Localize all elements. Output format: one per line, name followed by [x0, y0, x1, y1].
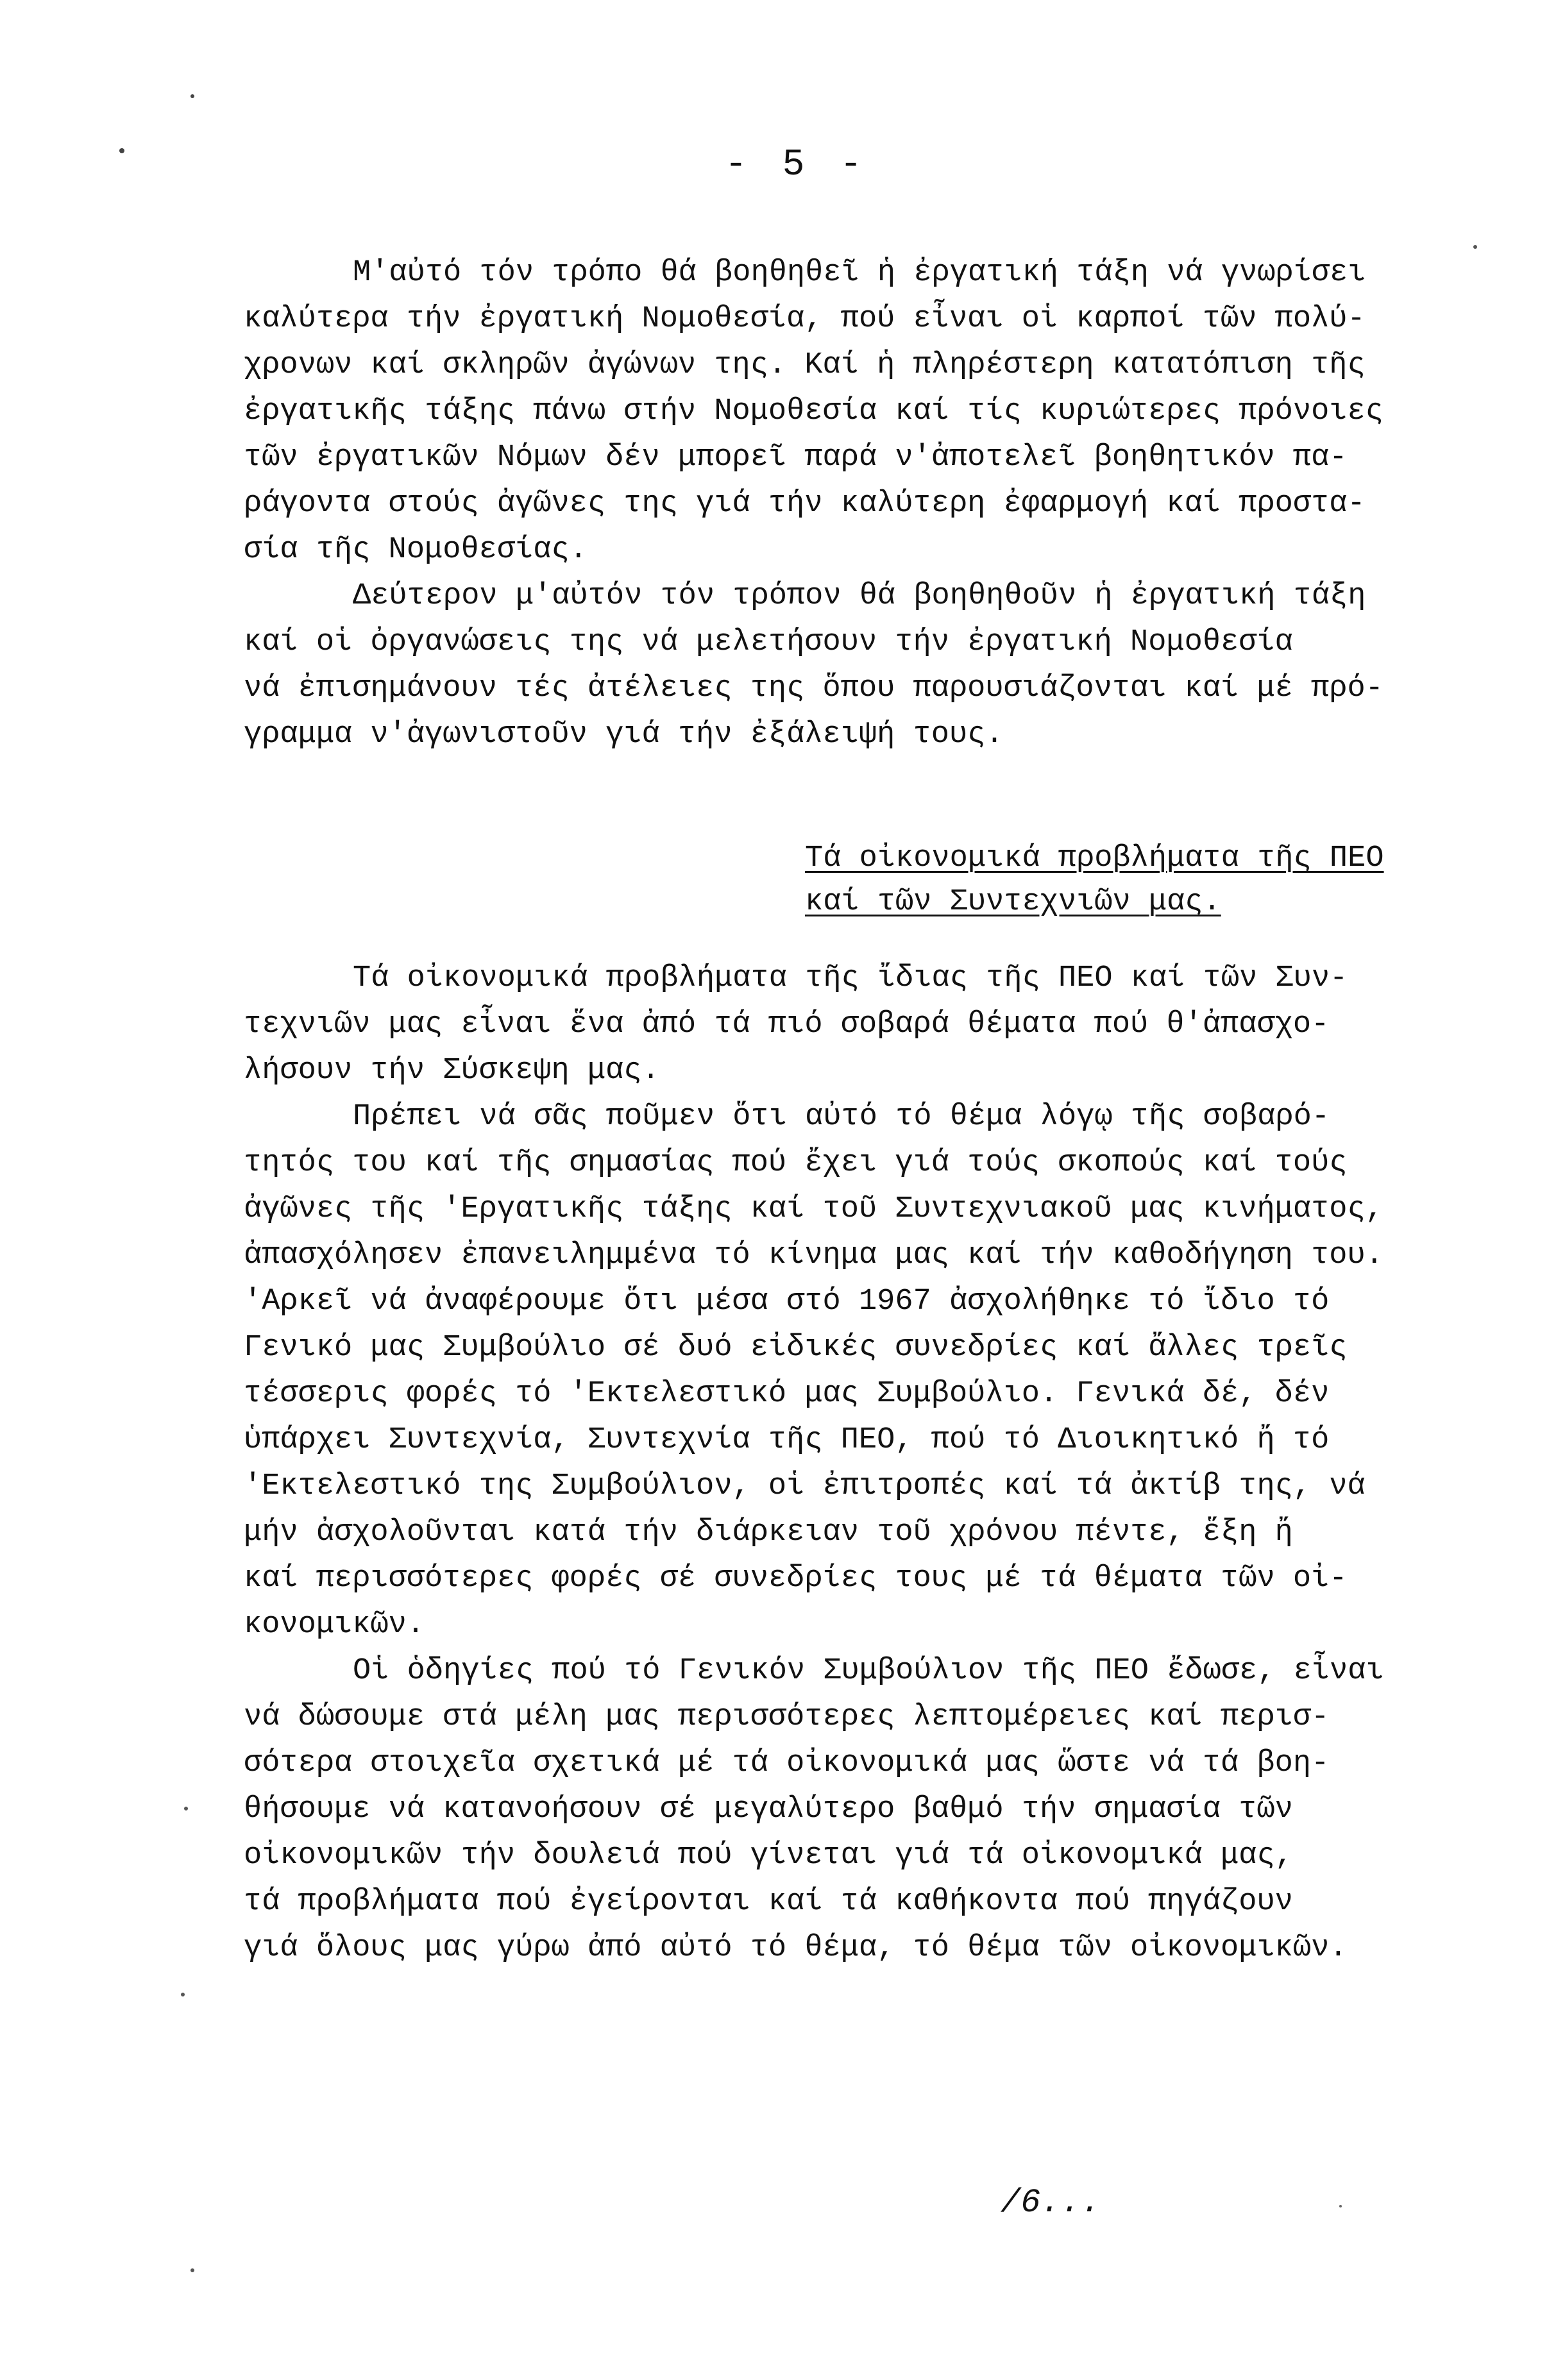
continuation-marker: /6... [1001, 2184, 1101, 2222]
text-line: καί περισσότερες φορές σέ συνεδρίες τους μέ τά θέματα τῶν οἰ- [244, 1562, 1348, 1596]
text-line: ράγοντα στούς ἀγῶνες της γιά τήν καλύτερη ἐφαρμογή καί προστα- [244, 487, 1366, 521]
text-line: λήσουν τήν Σύσκεψη μας. [244, 1054, 660, 1088]
text-line: κονομικῶν. [244, 1608, 425, 1642]
text-line: ὑπάρχει Συντεχνία, Συντεχνία τῆς ΠΕΟ, πού τό Διοικητικό ἤ τό [244, 1423, 1330, 1457]
text-line: Δεύτερον μ'αὐτόν τόν τρόπον θά βοηθηθοῦν ἡ ἐργατική τάξη [353, 579, 1366, 613]
text-line: Μ'αὐτό τόν τρόπο θά βοηθηθεῖ ἡ ἐργατική τάξη νά γνωρίσει [353, 256, 1366, 290]
text-line: νά ἐπισημάνουν τές ἀτέλειες της ὅπου παρουσιάζονται καί μέ πρό- [244, 671, 1383, 705]
text-line: τεχνιῶν μας εἶναι ἕνα ἀπό τά πιό σοβαρά θέματα πού θ'ἀπασχο- [244, 1008, 1330, 1042]
page-number: - 5 - [725, 144, 869, 186]
text-line: ἐργατικῆς τάξης πάνω στήν Νομοθεσία καί τίς κυριώτερες πρόνοιες [244, 394, 1383, 428]
section-heading [805, 837, 1384, 924]
text-line: χρονων καί σκληρῶν ἀγώνων της. Καί ἡ πληρέστερη κατατόπιση τῆς [244, 348, 1366, 382]
heading-line-1: Τά οἰκονομικά προβλήματα τῆς ΠΕΟ [805, 841, 1384, 875]
section-finances [244, 956, 1514, 1971]
text-line: ἀπασχόλησεν ἐπανειλημμένα τό κίνημα μας καί τήν καθοδήγηση του. [244, 1238, 1383, 1272]
text-line: τῶν ἐργατικῶν Νόμων δέν μπορεῖ παρά ν'ἀποτελεῖ βοηθητικόν πα- [244, 441, 1348, 475]
text-line: θήσουμε νά κατανοήσουν σέ μεγαλύτερο βαθμό τήν σημασία τῶν [244, 1793, 1293, 1827]
text-line: Τά οἰκονομικά προβλήματα τῆς ἴδιας τῆς ΠΕΟ καί τῶν Συν- [353, 961, 1348, 995]
text-line: μήν ἀσχολοῦνται κατά τήν διάρκειαν τοῦ χρόνου πέντε, ἕξη ἤ [244, 1515, 1293, 1549]
section-intro [244, 250, 1501, 758]
text-line: νά δώσουμε στά μέλη μας περισσότερες λεπτομέρειες καί περισ- [244, 1700, 1330, 1734]
text-line: Γενικό μας Συμβούλιο σέ δυό εἰδικές συνεδρίες καί ἄλλες τρεῖς [244, 1331, 1348, 1365]
text-line: οἰκονομικῶν τήν δουλειά πού γίνεται γιά τά οἰκονομικά μας, [244, 1839, 1293, 1873]
text-line: τέσσερις φορές τό 'Εκτελεστικό μας Συμβούλιο. Γενικά δέ, δέν [244, 1377, 1330, 1411]
text-line: ἀγῶνες τῆς 'Εργατικῆς τάξης καί τοῦ Συντεχνιακοῦ μας κινήματος, [244, 1192, 1383, 1226]
text-line: τά προβλήματα πού ἐγείρονται καί τά καθήκοντα πού πηγάζουν [244, 1885, 1293, 1919]
text-line: σία τῆς Νομοθεσίας. [244, 533, 588, 567]
text-line: γιά ὅλους μας γύρω ἀπό αὐτό τό θέμα, τό θέμα τῶν οἰκονομικῶν. [244, 1931, 1348, 1965]
text-line: καλύτερα τήν ἐργατική Νομοθεσία, πού εἶναι οἱ καρποί τῶν πολύ- [244, 302, 1366, 336]
heading-line-2: καί τῶν Συντεχνιῶν μας. [805, 885, 1221, 919]
text-line: τητός του καί τῆς σημασίας πού ἔχει γιά τούς σκοπούς καί τούς [244, 1146, 1348, 1180]
text-line: 'Εκτελεστικό της Συμβούλιον, οἱ ἐπιτροπές καί τά ἀκτίβ της, νά [244, 1469, 1366, 1503]
text-line: 'Αρκεῖ νά ἀναφέρουμε ὅτι μέσα στό 1967 ἀσχολήθηκε τό ἴδιο τό [244, 1285, 1330, 1319]
text-line: σότερα στοιχεῖα σχετικά μέ τά οἰκονομικά μας ὥστε νά τά βοη- [244, 1746, 1330, 1780]
text-line: Οἱ ὁδηγίες πού τό Γενικόν Συμβούλιον τῆς ΠΕΟ ἔδωσε, εἶναι [353, 1654, 1384, 1688]
text-line: γραμμα ν'ἀγωνιστοῦν γιά τήν ἐξάλειψή τους. [244, 718, 1004, 752]
text-line: Πρέπει νά σᾶς ποῦμεν ὅτι αὐτό τό θέμα λόγῳ τῆς σοβαρό- [353, 1100, 1330, 1134]
text-line: καί οἱ ὀργανώσεις της νά μελετήσουν τήν ἐργατική Νομοθεσία [244, 625, 1293, 659]
